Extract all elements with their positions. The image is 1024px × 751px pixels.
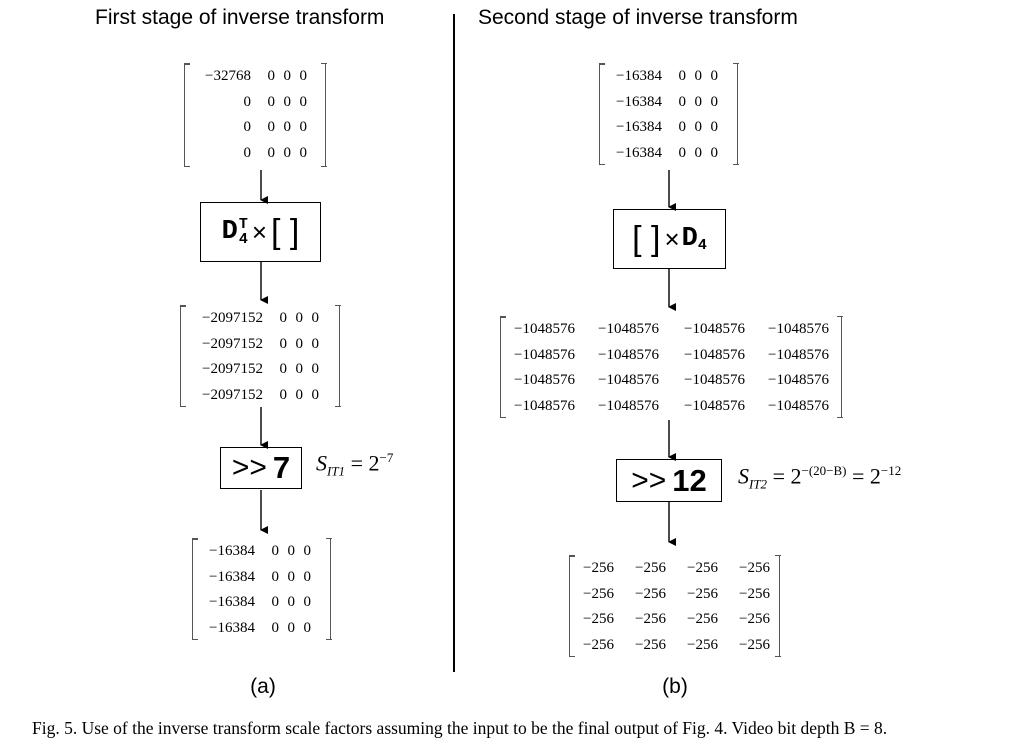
matrix-cell: −1048576 xyxy=(768,398,829,415)
matrix-cell: 0 xyxy=(271,620,279,637)
matrix-cell: −1048576 xyxy=(598,372,659,389)
matrix-cell: 0 xyxy=(710,93,718,110)
shift-amount: 12 xyxy=(672,462,707,498)
matrix-cell: 0 xyxy=(299,119,307,136)
matrix-cell: 0 xyxy=(287,568,295,585)
matrix-cell: 0 xyxy=(694,145,702,162)
matrix-cell: 0 xyxy=(271,543,279,560)
shift-operator: >> xyxy=(231,451,267,484)
matrix-cell: 0 xyxy=(267,145,275,162)
figure-caption: Fig. 5. Use of the inverse transform scale factors assuming the input to be the final output of Fig. 4. Video bit depth B = 8. xyxy=(32,718,888,738)
matrix-cell: −2097152 xyxy=(202,361,263,378)
matrix-cell: −256 xyxy=(583,585,614,602)
left-transform-box xyxy=(200,202,321,262)
right-output-matrix xyxy=(569,556,780,656)
matrix-cell: 0 xyxy=(283,68,291,85)
right-scale-factor xyxy=(738,463,901,493)
matrix-row xyxy=(606,90,718,116)
matrix-row xyxy=(199,590,311,616)
scale-subscript: IT2 xyxy=(749,476,768,492)
matrix-cell: 0 xyxy=(279,335,287,352)
matrix-cell: 0 xyxy=(295,335,303,352)
matrix-cell: 0 xyxy=(303,594,311,611)
matrix-cell: −2097152 xyxy=(202,387,263,404)
scale-symbol: S xyxy=(316,450,327,476)
matrix-cell: 0 xyxy=(287,543,295,560)
matrix-cell: 0 xyxy=(287,594,295,611)
equals-sign-2: = xyxy=(851,463,865,489)
matrix-cell: 0 xyxy=(283,119,291,136)
matrix-row xyxy=(574,607,770,633)
left-input-matrix xyxy=(184,64,326,166)
matrix-cell: −16384 xyxy=(616,145,662,162)
matrix-cell: −256 xyxy=(635,585,666,602)
right-input-matrix xyxy=(599,64,738,164)
matrix-cell: 0 xyxy=(678,68,686,85)
matrix-row xyxy=(191,115,307,141)
matrix-cell: −16384 xyxy=(616,93,662,110)
right-product-matrix xyxy=(500,317,842,417)
matrix-cell: −1048576 xyxy=(684,321,745,338)
matrix-cell: −16384 xyxy=(616,68,662,85)
matrix-cell: −1048576 xyxy=(514,372,575,389)
matrix-cell: 0 xyxy=(267,93,275,110)
matrix-cell: −1048576 xyxy=(768,321,829,338)
transpose-superscript: T xyxy=(238,216,248,233)
matrix-cell: 0 xyxy=(303,543,311,560)
matrix-cell: −256 xyxy=(739,637,770,654)
equals-sign: = xyxy=(350,450,363,476)
matrix-row xyxy=(187,383,319,409)
matrix-cell: −1048576 xyxy=(514,398,575,415)
left-product-matrix xyxy=(180,306,340,406)
matrix-symbol: D xyxy=(221,217,238,247)
matrix-row xyxy=(199,616,311,642)
size-subscript: 4 xyxy=(697,237,707,254)
matrix-row xyxy=(505,317,829,343)
left-scale-factor xyxy=(316,450,393,480)
left-shift-box xyxy=(220,447,302,489)
matrix-row xyxy=(574,582,770,608)
matrix-cell: −1048576 xyxy=(768,346,829,363)
matrix-cell: 0 xyxy=(694,93,702,110)
matrix-row xyxy=(606,64,718,90)
matrix-cell: 0 xyxy=(311,361,319,378)
matrix-cell: 0 xyxy=(287,620,295,637)
matrix-cell: 0 xyxy=(279,310,287,327)
matrix-cell: −1048576 xyxy=(684,346,745,363)
matrix-row xyxy=(199,565,311,591)
times-symbol: × xyxy=(251,216,268,247)
matrix-cell: 0 xyxy=(678,119,686,136)
right-stage-heading: Second stage of inverse transform xyxy=(478,6,798,29)
matrix-cell: −256 xyxy=(635,560,666,577)
matrix-cell: 0 xyxy=(299,145,307,162)
matrix-cell: 0 xyxy=(279,387,287,404)
matrix-cell: −256 xyxy=(635,611,666,628)
matrix-cell: −1048576 xyxy=(684,372,745,389)
matrix-cell: 0 xyxy=(295,310,303,327)
matrix-cell: −256 xyxy=(687,585,718,602)
matrix-cell: −256 xyxy=(739,560,770,577)
matrix-cell: −256 xyxy=(687,560,718,577)
matrix-cell: 0 xyxy=(311,335,319,352)
matrix-cell: 0 xyxy=(678,145,686,162)
matrix-row xyxy=(191,90,307,116)
scale-base: 2 xyxy=(368,450,380,476)
matrix-cell: −1048576 xyxy=(514,321,575,338)
matrix-cell: 0 xyxy=(694,68,702,85)
matrix-cell: 0 xyxy=(267,119,275,136)
matrix-row xyxy=(606,141,718,167)
matrix-row xyxy=(187,306,319,332)
matrix-cell: 0 xyxy=(311,387,319,404)
scale-symbol: S xyxy=(738,463,749,489)
matrix-cell: 0 xyxy=(243,93,251,110)
matrix-cell: 0 xyxy=(311,310,319,327)
matrix-cell: 0 xyxy=(271,594,279,611)
scale-exponent-1: −(20−B) xyxy=(801,463,847,478)
matrix-row xyxy=(574,633,770,659)
matrix-row xyxy=(505,394,829,420)
matrix-cell: −1048576 xyxy=(768,372,829,389)
matrix-row xyxy=(505,368,829,394)
sublabel-b: (b) xyxy=(662,675,688,698)
sublabel-a: (a) xyxy=(250,675,276,698)
matrix-cell: −1048576 xyxy=(684,398,745,415)
right-transform-box xyxy=(613,209,726,269)
matrix-row xyxy=(187,357,319,383)
matrix-row xyxy=(191,141,307,167)
matrix-cell: 0 xyxy=(710,145,718,162)
matrix-cell: 0 xyxy=(271,568,279,585)
matrix-cell: −16384 xyxy=(209,620,255,637)
matrix-cell: 0 xyxy=(295,361,303,378)
left-output-matrix xyxy=(192,539,331,639)
bracket-placeholder: [ ] xyxy=(271,212,300,251)
matrix-row xyxy=(187,332,319,358)
matrix-cell: −16384 xyxy=(209,543,255,560)
times-symbol: × xyxy=(664,223,680,254)
matrix-cell: −1048576 xyxy=(514,346,575,363)
matrix-cell: 0 xyxy=(283,93,291,110)
matrix-row xyxy=(606,115,718,141)
matrix-row xyxy=(505,343,829,369)
matrix-cell: 0 xyxy=(243,119,251,136)
matrix-cell: 0 xyxy=(694,119,702,136)
matrix-symbol: D xyxy=(681,224,698,254)
matrix-cell: 0 xyxy=(243,145,251,162)
equals-sign: = xyxy=(772,463,785,489)
matrix-cell: −256 xyxy=(583,560,614,577)
matrix-cell: 0 xyxy=(303,568,311,585)
scale-exponent: −7 xyxy=(379,450,394,465)
right-shift-box xyxy=(616,459,722,502)
matrix-cell: −256 xyxy=(583,611,614,628)
matrix-cell: −256 xyxy=(739,611,770,628)
shift-operator: >> xyxy=(631,463,667,497)
matrix-cell: 0 xyxy=(267,68,275,85)
matrix-cell: 0 xyxy=(283,145,291,162)
left-stage-heading: First stage of inverse transform xyxy=(95,6,385,29)
size-subscript: 4 xyxy=(238,231,248,248)
matrix-cell: −16384 xyxy=(209,568,255,585)
matrix-cell: −16384 xyxy=(209,594,255,611)
matrix-cell: 0 xyxy=(299,93,307,110)
matrix-cell: −256 xyxy=(583,637,614,654)
matrix-cell: −2097152 xyxy=(202,335,263,352)
matrix-cell: 0 xyxy=(299,68,307,85)
matrix-cell: 0 xyxy=(279,361,287,378)
matrix-cell: 0 xyxy=(303,620,311,637)
scale-base-2: 2 xyxy=(869,463,881,489)
matrix-cell: −256 xyxy=(635,637,666,654)
matrix-cell: 0 xyxy=(295,387,303,404)
matrix-cell: −1048576 xyxy=(598,346,659,363)
matrix-cell: −1048576 xyxy=(598,321,659,338)
matrix-cell: −256 xyxy=(739,585,770,602)
bracket-placeholder: [ ] xyxy=(632,219,661,258)
matrix-cell: −256 xyxy=(687,637,718,654)
matrix-row xyxy=(191,64,307,90)
matrix-cell: −2097152 xyxy=(202,310,263,327)
matrix-cell: 0 xyxy=(710,68,718,85)
matrix-cell: −1048576 xyxy=(598,398,659,415)
matrix-cell: −256 xyxy=(687,611,718,628)
matrix-cell: 0 xyxy=(710,119,718,136)
matrix-row xyxy=(574,556,770,582)
scale-exponent-2: −12 xyxy=(880,463,902,478)
scale-base: 2 xyxy=(790,463,802,489)
matrix-cell: 0 xyxy=(678,93,686,110)
matrix-cell: −16384 xyxy=(616,119,662,136)
shift-amount: 7 xyxy=(272,450,291,485)
scale-subscript: IT1 xyxy=(327,463,346,479)
matrix-cell: −32768 xyxy=(205,68,251,85)
matrix-row xyxy=(199,539,311,565)
